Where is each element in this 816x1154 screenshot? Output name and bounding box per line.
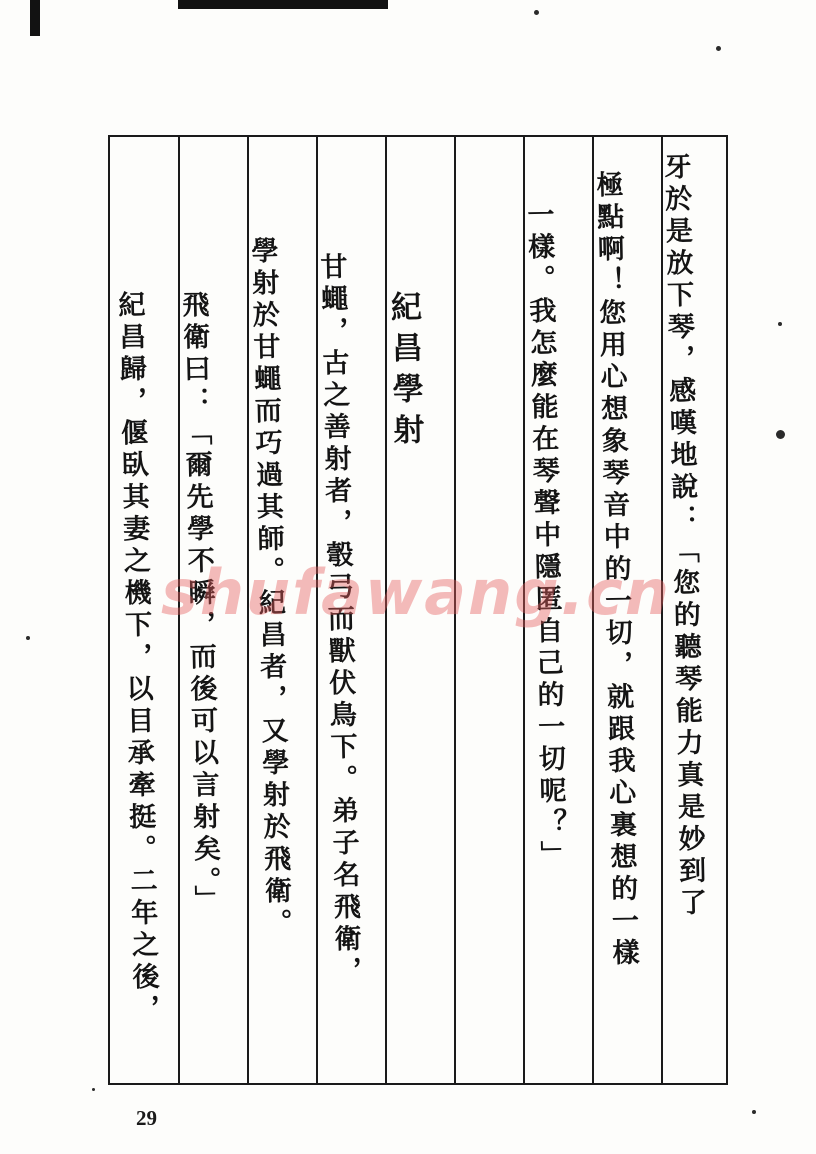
scan-speck [716,46,721,51]
text-column-1 [656,140,722,1154]
scan-speck [534,10,539,15]
text-column-8 [174,140,240,1154]
column-text: 牙於是放下琴，感嘆地說：「您的聽琴能力真是妙到了 [659,152,707,921]
scan-speck [752,1110,756,1114]
text-column-3 [519,140,585,1154]
text-column-6 [312,140,378,1154]
section-title: 紀昌學射 [384,290,424,455]
column-text: 飛衛曰：「爾先學不瞬，而後可以言射矣。」 [177,290,222,918]
text-column-7 [243,140,309,1154]
column-text: 一樣。我怎麼能在琴聲中隱匿自己的一切呢？」 [522,200,568,873]
text-column-2 [588,140,654,1154]
page-number: 29 [136,1106,157,1130]
scan-speck [92,1088,95,1091]
column-text: 極點啊！您用心想象琴音中的一切，就跟我心裏想的一樣 [591,170,639,971]
column-text: 甘蠅，古之善射者，彀弓而獸伏鳥下。弟子名飛衛， [315,252,362,989]
scan-speck [26,636,30,640]
scan-speck [778,322,782,326]
column-text: 紀昌歸，偃臥其妻之機下，以目承牽挺。二年之後， [113,290,160,1027]
text-column-title [381,140,447,1154]
scan-speck [776,430,785,439]
column-text: 學射於甘蠅而巧過其師。紀昌者，又學射於飛衛。 [246,236,292,941]
black-bar-mark-icon [178,0,388,9]
text-column-9 [110,140,176,1154]
watermark-text: shufawang.cn [160,556,672,629]
black-corner-mark-icon [30,0,40,36]
text-column-4-empty [450,140,516,1154]
